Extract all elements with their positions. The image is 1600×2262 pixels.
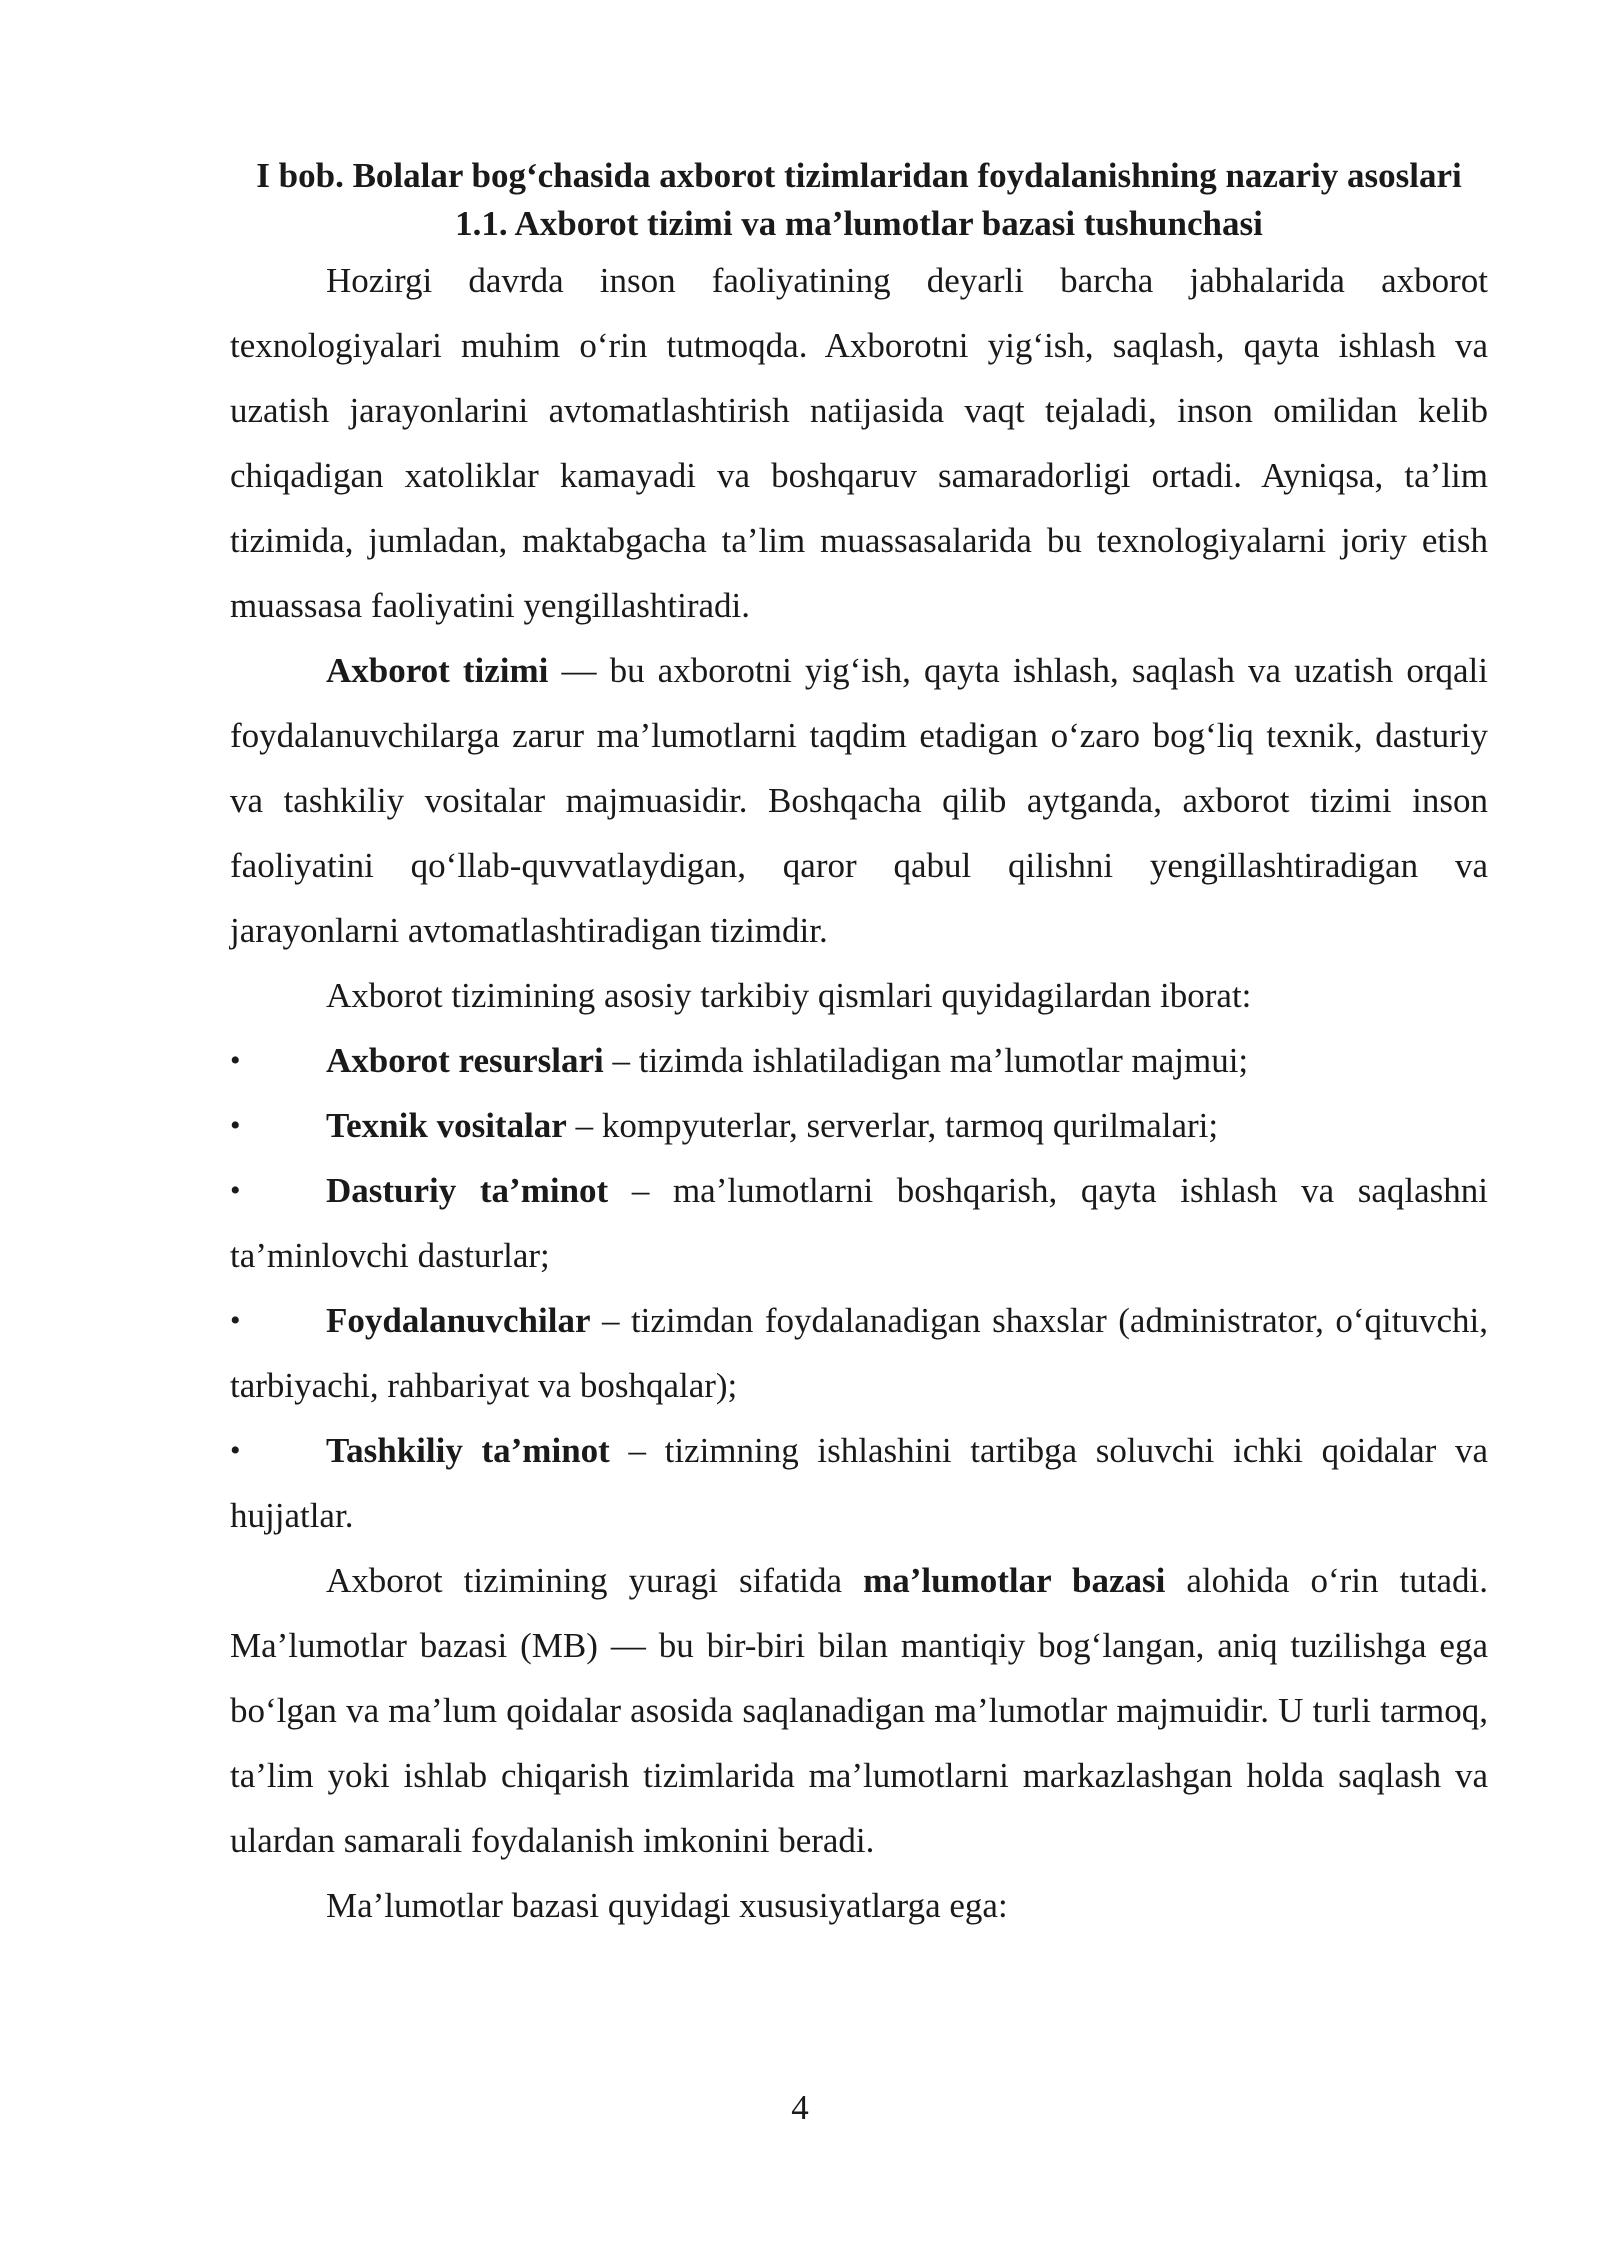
bullet-icon: • (230, 1044, 241, 1077)
database-text-start: Axborot tizimining yuragi sifatida (326, 1561, 864, 1600)
list-item-text: – tizimning ishlashini tartibga soluvchi ichki qoidalar va hujjatlar. (230, 1431, 1488, 1535)
list-item (230, 1158, 1488, 1288)
chapter-title: I bob. Bolalar bog‘chasida axborot tizimlaridan foydalanishning nazariy asoslari (256, 156, 1462, 195)
paragraph-database (230, 1548, 1488, 1873)
database-text-rest: alohida o‘rin tutadi. Ma’lumotlar bazasi (MB) — bu bir-biri bilan mantiqiy bog‘langan, aniq tuzilishga ega bo‘lgan va ma’lum qoidalar asosida saqlanadigan ma’lumotlar majmuidir. U turli tarmoq, ta’lim yoki ishlab chiqarish tizimlarida ma’lumotlarni markazlashgan holda saqlash va ulardan samarali foydalanish imkonini beradi. (230, 1561, 1488, 1860)
list-item-text: – ma’lumotlarni boshqarish, qayta ishlash va saqlashni ta’minlovchi dasturlar; (230, 1171, 1488, 1275)
page-number: 4 (791, 2088, 809, 2127)
list-item-text: – tizimdan foydalanadigan shaxslar (administrator, o‘qituvchi, tarbiyachi, rahbariyat va boshqalar); (230, 1301, 1488, 1405)
list-item-term: Tashkiliy ta’minot (326, 1431, 610, 1470)
components-list (230, 1028, 1488, 1548)
list-item-term: Texnik vositalar (326, 1106, 567, 1145)
section-title: 1.1. Axborot tizimi va ma’lumotlar bazasi tushunchasi (455, 204, 1263, 243)
definition-text: — bu axborotni yig‘ish, qayta ishlash, saqlash va uzatish orqali foydalanuvchilarga zarur ma’lumotlarni taqdim etadigan o‘zaro bog‘liq texnik, dasturiy va tashkiliy vositalar majmuasidir. Boshqacha qilib aytganda, axborot tizimi inson faoliyatini qo‘llab-quvvatlaydigan, qaror qabul qilishni yengillashtiradigan va jarayonlarni avtomatlashtiradigan tizimdir. (230, 651, 1488, 950)
list-item-text: – tizimda ishlatiladigan ma’lumotlar majmui; (603, 1041, 1249, 1080)
list-item (230, 1418, 1488, 1548)
list-item (230, 1093, 1488, 1158)
term-malumotlar-bazasi: ma’lumotlar bazasi (863, 1561, 1166, 1600)
list-item (230, 1288, 1488, 1418)
bullet-icon: • (230, 1174, 241, 1207)
paragraph-components-intro: Axborot tizimining asosiy tarkibiy qismlari quyidagilardan iborat: (326, 976, 1252, 1015)
list-item-term: Dasturiy ta’minot (326, 1171, 609, 1210)
paragraph-intro: Hozirgi davrda inson faoliyatining deyarli barcha jabhalarida axborot texnologiyalari muhim o‘rin tutmoqda. Axborotni yig‘ish, saqlash, qayta ishlash va uzatish jarayonlarini avtomatlashtirish natijasida vaqt tejaladi, inson omilidan kelib chiqadigan xatoliklar kamayadi va boshqaruv samaradorligi ortadi. Ayniqsa, ta’lim tizimida, jumladan, maktabgacha ta’lim muassasalarida bu texnologiyalarni joriy etish muassasa faoliyatini yengillashtiradi. (230, 261, 1488, 625)
list-item-text: – kompyuterlar, serverlar, tarmoq qurilmalari; (566, 1106, 1219, 1145)
bullet-icon: • (230, 1304, 241, 1337)
paragraph-database-properties: Ma’lumotlar bazasi quyidagi xususiyatlarga ega: (326, 1886, 1008, 1925)
paragraph-definition (230, 638, 1488, 963)
list-item (230, 1028, 1488, 1093)
list-item-term: Axborot resurslari (326, 1041, 604, 1080)
bullet-icon: • (230, 1434, 241, 1467)
bullet-icon: • (230, 1109, 241, 1142)
list-item-term: Foydalanuvchilar (326, 1301, 591, 1340)
term-axborot-tizimi: Axborot tizimi (326, 651, 549, 690)
document-page (230, 152, 1488, 1938)
